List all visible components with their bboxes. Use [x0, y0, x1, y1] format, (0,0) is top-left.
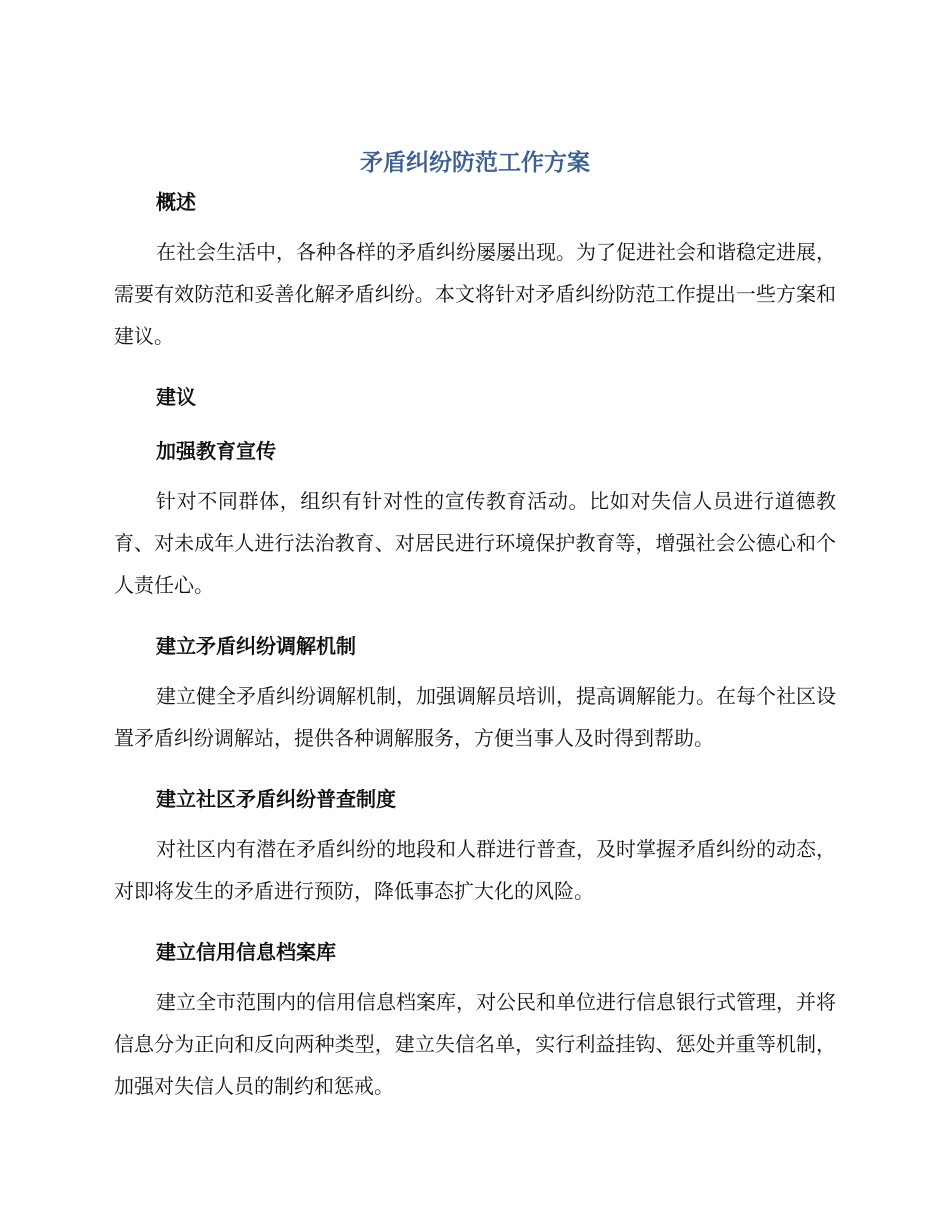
section-paragraph-overview: 在社会生活中，各种各样的矛盾纠纷屡屡出现。为了促进社会和谐稳定进展，需要有效防范和妥善化解矛盾纠纷。本文将针对矛盾纠纷防范工作提出一些方案和建议。	[114, 240, 836, 348]
section-heading-suggestions: 建议	[156, 385, 196, 409]
section-heading-mediation: 建立矛盾纠纷调解机制	[156, 634, 356, 658]
section-heading-overview: 概述	[156, 190, 196, 214]
section-paragraph-education: 针对不同群体，组织有针对性的宣传教育活动。比如对失信人员进行道德教育、对未成年人进行法治教育、对居民进行环境保护教育等，增强社会公德心和个人责任心。	[114, 489, 836, 597]
section-paragraph-mediation: 建立健全矛盾纠纷调解机制，加强调解员培训，提高调解能力。在每个社区设置矛盾纠纷调解站，提供各种调解服务，方便当事人及时得到帮助。	[114, 684, 836, 750]
section-heading-census: 建立社区矛盾纠纷普查制度	[156, 787, 396, 811]
section-heading-credit-archive: 建立信用信息档案库	[156, 940, 336, 964]
document-title: 矛盾纠纷防范工作方案	[360, 150, 590, 176]
section-paragraph-census: 对社区内有潜在矛盾纠纷的地段和人群进行普查，及时掌握矛盾纠纷的动态，对即将发生的矛盾进行预防，降低事态扩大化的风险。	[114, 837, 836, 903]
section-paragraph-credit-archive: 建立全市范围内的信用信息档案库，对公民和单位进行信息银行式管理，并将信息分为正向和反向两种类型，建立失信名单，实行利益挂钩、惩处并重等机制，加强对失信人员的制约和惩戒。	[114, 990, 836, 1098]
section-heading-education: 加强教育宣传	[156, 439, 276, 463]
